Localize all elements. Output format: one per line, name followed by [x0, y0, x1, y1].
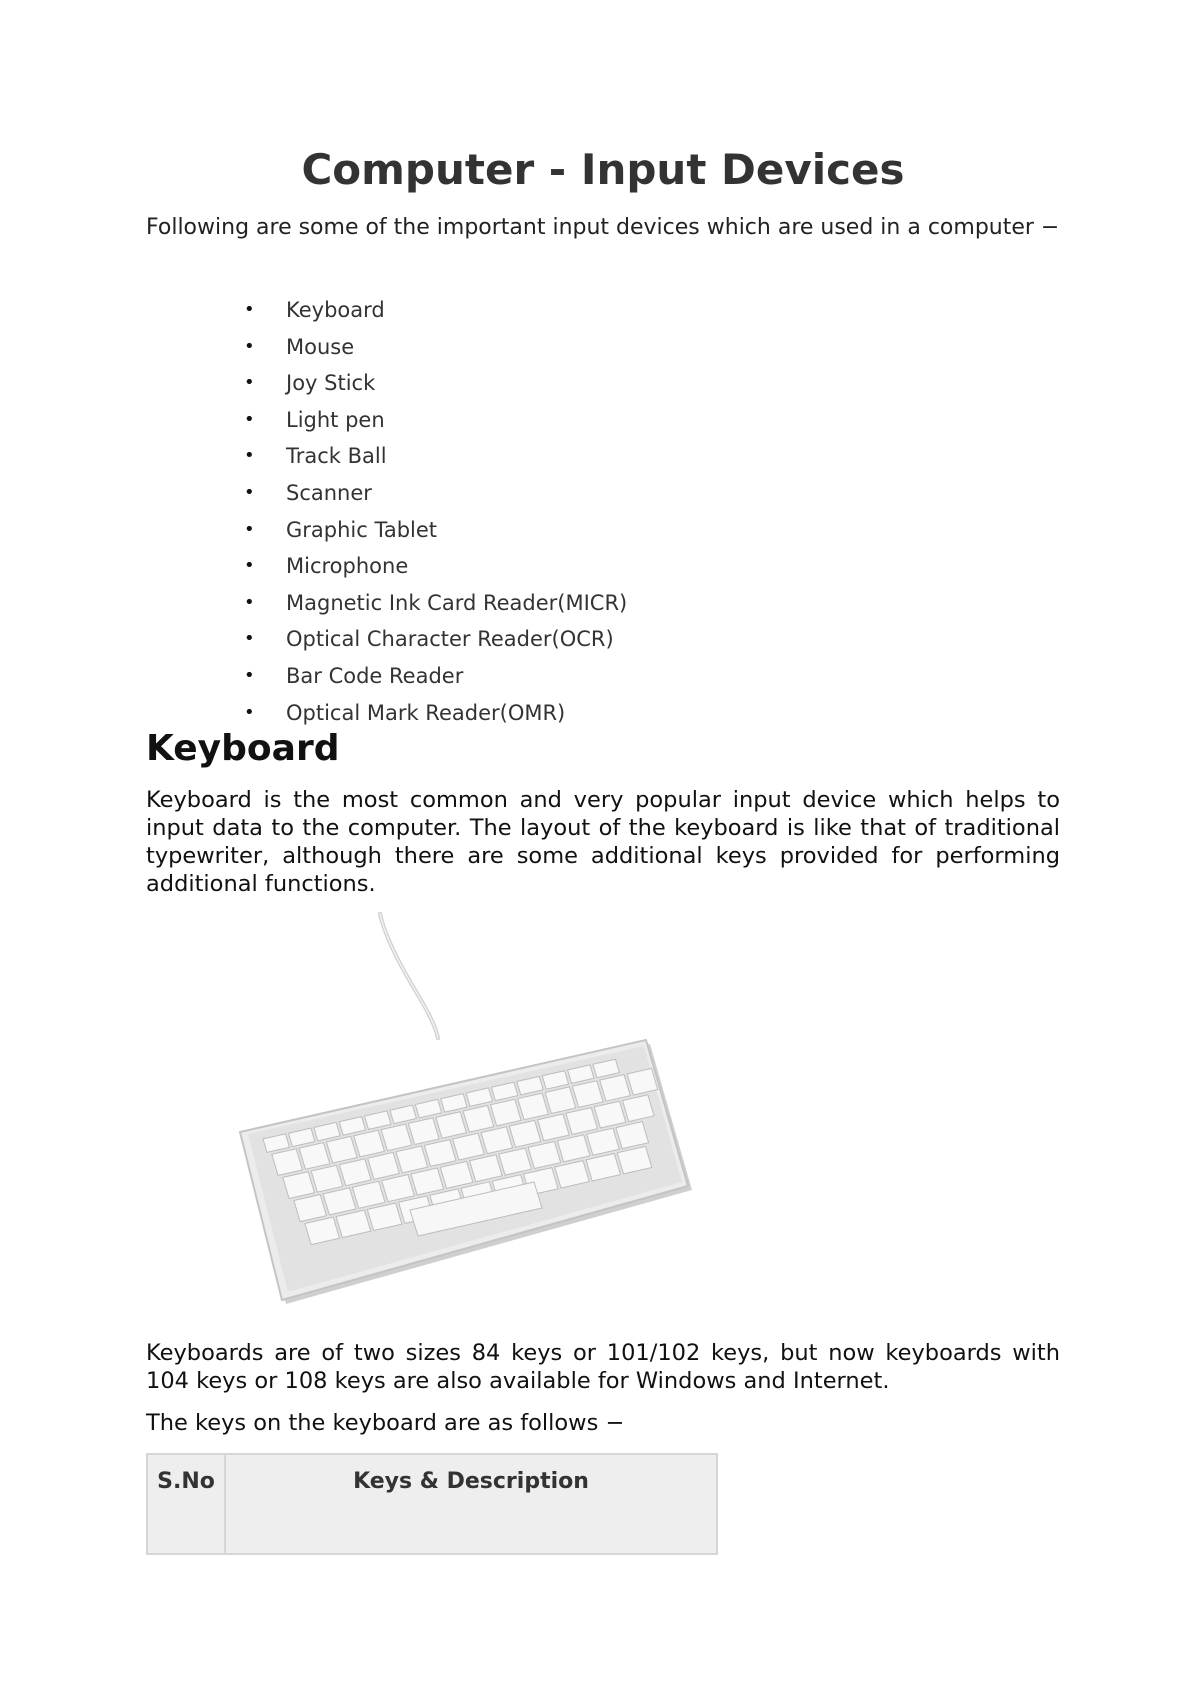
bullet-icon: •	[244, 591, 255, 613]
intro-paragraph: Following are some of the important input devices which are used in a computer −	[146, 215, 1060, 240]
keyboard-heading: Keyboard	[146, 728, 340, 769]
list-item-label: Bar Code Reader	[286, 663, 464, 688]
list-item	[244, 438, 627, 475]
keyboard-key	[490, 1099, 521, 1126]
bullet-icon: •	[244, 518, 255, 540]
list-item	[244, 475, 627, 512]
keys-table	[146, 1453, 718, 1555]
bullet-icon: •	[244, 701, 255, 723]
list-item	[244, 621, 627, 658]
column-header-description: Keys & Description	[225, 1454, 717, 1554]
bullet-icon: •	[244, 445, 255, 467]
keyboard-key	[272, 1149, 303, 1176]
keyboard-description: Keyboard is the most common and very popular input device which helps to input data to the computer. The layout of the keyboard is like that of traditional typewriter, although there are some additional keys provided for performing additional functions.	[146, 787, 1060, 897]
page-title: Computer - Input Devices	[301, 145, 905, 194]
list-item-label: Light pen	[286, 407, 385, 432]
list-item-label: Graphic Tablet	[286, 517, 438, 542]
list-item-label: Microphone	[286, 554, 409, 579]
bullet-icon: •	[244, 335, 255, 357]
list-item	[244, 329, 627, 366]
bullet-icon: •	[244, 628, 255, 650]
keyboard-key	[463, 1106, 494, 1133]
keyboard-image	[188, 910, 708, 1310]
keyboard-sizes-paragraph: Keyboards are of two sizes 84 keys or 101/102 keys, but now keyboards with 104 keys or 108 keys are also available for Windows and Internet.	[146, 1340, 1060, 1394]
keys-intro-paragraph: The keys on the keyboard are as follows −	[146, 1410, 625, 1436]
keyboard-key	[436, 1112, 467, 1139]
bullet-icon: •	[244, 299, 255, 320]
list-item	[244, 292, 627, 329]
list-item-label: Optical Mark Reader(OMR)	[286, 700, 566, 725]
keyboard-key	[627, 1068, 658, 1095]
input-device-list	[244, 292, 627, 731]
column-header-sno: S.No	[147, 1454, 225, 1554]
list-item	[244, 585, 627, 622]
list-item-label: Joy Stick	[286, 371, 376, 396]
list-item	[244, 658, 627, 695]
bullet-icon: •	[244, 372, 255, 394]
list-item-label: Keyboard	[286, 298, 385, 322]
bullet-icon: •	[244, 481, 255, 503]
list-item-label: Optical Character Reader(OCR)	[286, 627, 614, 652]
list-item-label: Mouse	[286, 334, 355, 359]
list-item	[244, 548, 627, 585]
list-item	[244, 365, 627, 402]
list-item-label: Magnetic Ink Card Reader(MICR)	[286, 590, 628, 615]
list-item	[244, 402, 627, 439]
list-item-label: Track Ball	[286, 444, 387, 469]
bullet-icon: •	[244, 408, 255, 430]
keyboard-key	[408, 1118, 439, 1145]
list-item	[244, 512, 627, 549]
list-item-label: Scanner	[286, 480, 372, 505]
bullet-icon: •	[244, 664, 255, 686]
bullet-icon: •	[244, 555, 255, 577]
table-header-row	[147, 1454, 717, 1554]
